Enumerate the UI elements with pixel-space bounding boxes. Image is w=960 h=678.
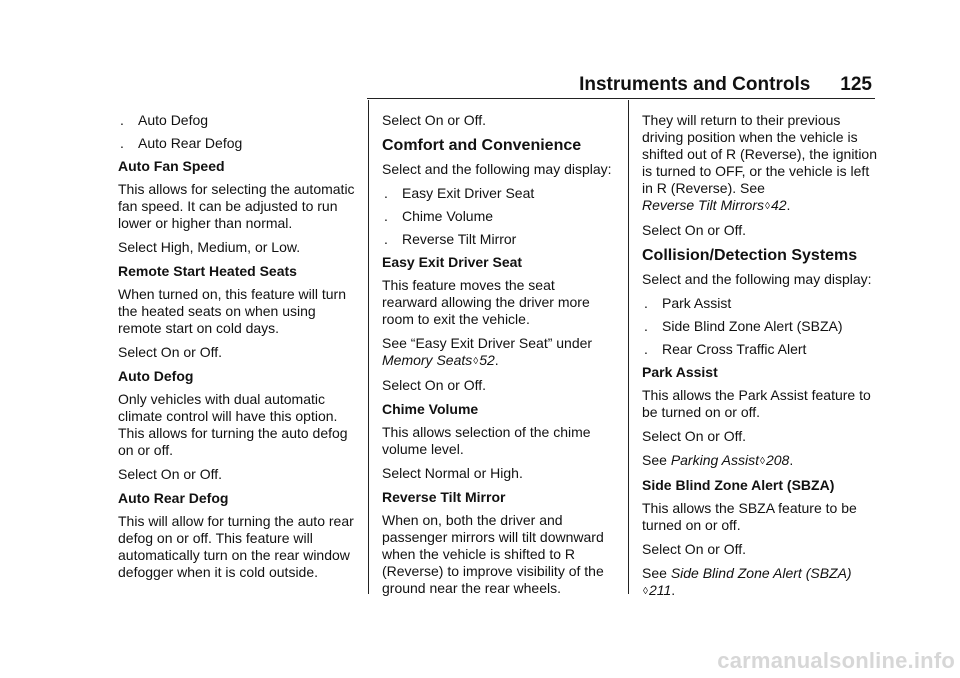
list-item-text: Side Blind Zone Alert (SBZA) [662, 318, 843, 334]
subheading-auto-fan-speed: Auto Fan Speed [118, 158, 225, 174]
diamond-reference-icon: ◊ [765, 201, 770, 212]
bullet-mark: . [120, 112, 124, 128]
cross-reference: See Parking Assist◊208. [642, 452, 794, 468]
page-number: 125 [840, 74, 872, 95]
header-divider [367, 98, 875, 99]
diamond-reference-icon: ◊ [760, 456, 765, 467]
section-title: Instruments and Controls [579, 74, 811, 95]
list-item-text: Park Assist [662, 295, 732, 311]
paragraph: Select On or Off. [642, 428, 747, 444]
paragraph: Select On or Off. [118, 344, 223, 360]
section-heading-collision-detection: Collision/Detection Systems [642, 247, 858, 264]
paragraph: This feature moves the seat rearward allowing the driver more room to exit the vehicle. [382, 277, 590, 327]
bullet-mark: . [384, 185, 388, 201]
subheading-side-blind-zone-alert: Side Blind Zone Alert (SBZA) [642, 477, 835, 493]
paragraph: Select On or Off. [382, 112, 487, 128]
page-header [0, 74, 872, 96]
paragraph: This allows selection of the chime volume level. [382, 424, 591, 457]
paragraph: Select On or Off. [642, 222, 747, 238]
list-item [382, 208, 612, 225]
paragraph: Select High, Medium, or Low. [118, 239, 301, 255]
bullet-mark: . [644, 318, 648, 334]
cross-reference: See Side Blind Zone Alert (SBZA) ◊211. [642, 565, 852, 598]
paragraph: This will allow for turning the auto rear defog on or off. This feature will automatically turn on the rear window defogger when it is cold outside. [118, 513, 354, 580]
diamond-reference-icon: ◊ [643, 586, 648, 597]
subheading-auto-rear-defog: Auto Rear Defog [118, 490, 229, 506]
paragraph: Select On or Off. [118, 466, 223, 482]
list-item [642, 341, 878, 358]
cross-reference-link[interactable]: Parking Assist [670, 452, 759, 468]
list-item [118, 112, 360, 129]
cross-reference-link[interactable]: Side Blind Zone Alert (SBZA) [670, 565, 852, 581]
cross-reference-page[interactable]: 42 [770, 197, 787, 213]
paragraph: Select and the following may display: [382, 161, 612, 177]
column-divider-2 [628, 100, 629, 594]
cross-reference-text: See [642, 565, 667, 581]
paragraph: When turned on, this feature will turn the heated seats on when using remote start on cold days. [118, 286, 347, 336]
list-item-text: Auto Defog [138, 112, 209, 128]
bullet-mark: . [120, 135, 124, 151]
subheading-easy-exit-driver-seat: Easy Exit Driver Seat [382, 254, 523, 270]
cross-reference-page[interactable]: 211 [648, 582, 672, 598]
list-item-text: Chime Volume [402, 208, 494, 224]
cross-reference-link[interactable]: Reverse Tilt Mirrors [642, 197, 764, 213]
paragraph: Select and the following may display: [642, 271, 872, 287]
subheading-reverse-tilt-mirror: Reverse Tilt Mirror [382, 489, 506, 505]
cross-reference: See “Easy Exit Driver Seat” under Memory Seats◊52. [382, 335, 593, 368]
list-item [642, 295, 878, 312]
column-3 [642, 112, 878, 607]
bullet-mark: . [384, 208, 388, 224]
cross-reference-page[interactable]: 52 [479, 352, 495, 368]
paragraph-text: They will return to their previous driving position when the vehicle is shifted out of R (Reverse), the ignition is turned to OFF, or the vehicle is left in R (Reverse). See [642, 112, 878, 196]
list-item [382, 185, 612, 202]
paragraph: This allows the Park Assist feature to be turned on or off. [642, 387, 871, 420]
list-item [118, 135, 360, 152]
column-2 [382, 112, 612, 604]
list-item-text: Easy Exit Driver Seat [402, 185, 535, 201]
cross-reference-page[interactable]: 208 [765, 452, 790, 468]
column-divider-1 [368, 100, 369, 594]
cross-reference-text: See “Easy Exit Driver Seat” under [382, 335, 593, 351]
diamond-reference-icon: ◊ [473, 356, 479, 367]
list-item-text: Reverse Tilt Mirror [402, 231, 517, 247]
subheading-chime-volume: Chime Volume [382, 401, 479, 417]
section-heading-comfort-convenience: Comfort and Convenience [382, 137, 582, 154]
bullet-mark: . [384, 231, 388, 247]
paragraph: Only vehicles with dual automatic climate control will have this option. This allows for turning the auto defog on or off. [118, 391, 348, 458]
cross-reference-link[interactable]: Memory Seats [382, 352, 473, 368]
list-item [642, 318, 878, 335]
watermark: carmanualsonline.info [717, 648, 955, 673]
subheading-remote-start-heated-seats: Remote Start Heated Seats [118, 263, 297, 279]
list-item-text: Auto Rear Defog [138, 135, 243, 151]
paragraph: Select Normal or High. [382, 465, 523, 481]
subheading-park-assist: Park Assist [642, 364, 718, 380]
paragraph: This allows for selecting the automatic fan speed. It can be adjusted to run lower or higher than normal. [118, 181, 355, 231]
bullet-mark: . [644, 295, 648, 311]
paragraph: When on, both the driver and passenger mirrors will tilt downward when the vehicle is shifted to R (Reverse) to improve visibility of the ground near the rear wheels. [382, 512, 604, 596]
paragraph: This allows the SBZA feature to be turned on or off. [642, 500, 857, 533]
list-item-text: Rear Cross Traffic Alert [662, 341, 807, 357]
paragraph: Select On or Off. [642, 541, 747, 557]
paragraph: Select On or Off. [382, 377, 487, 393]
list-item [382, 231, 612, 248]
cross-reference-text: See [642, 452, 667, 468]
subheading-auto-defog: Auto Defog [118, 368, 194, 384]
bullet-mark: . [644, 341, 648, 357]
column-1 [118, 112, 360, 588]
paragraph: They will return to their previous driving position when the vehicle is shifted out of R (Reverse), the ignition is turned to OFF, or the vehicle is left in R (Reverse). See Reverse Tilt Mirrors◊42. [642, 112, 878, 213]
